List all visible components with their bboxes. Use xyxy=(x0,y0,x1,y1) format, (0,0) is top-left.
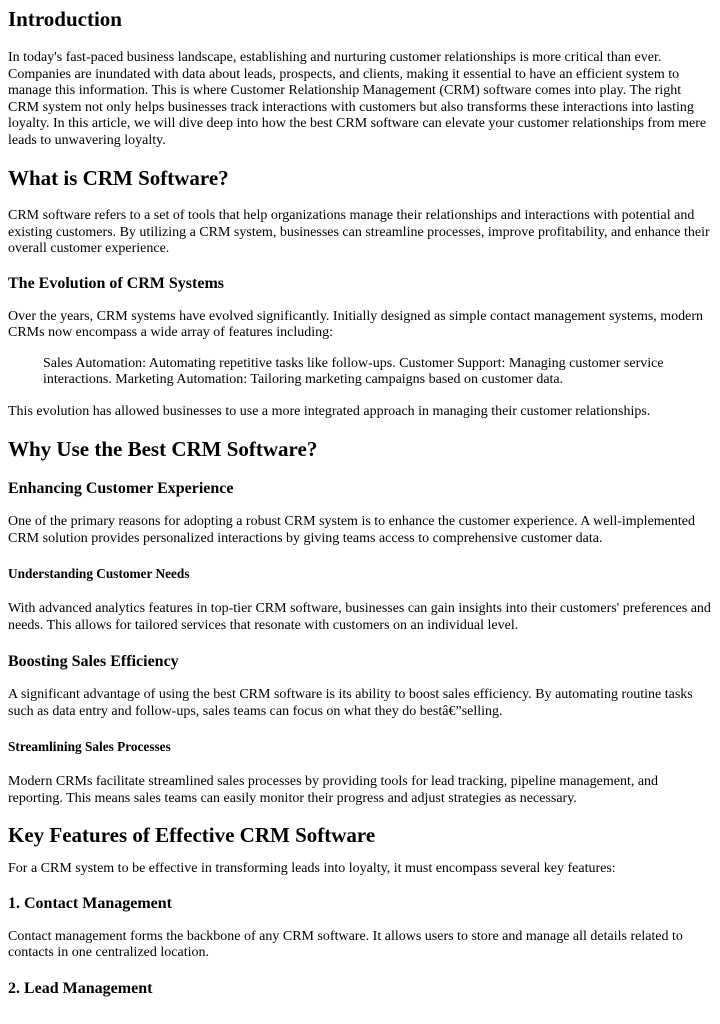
contact-paragraph: Contact management forms the backbone of any CRM software. It allows users to store and manage all details related to contacts in one centralized location. xyxy=(8,928,683,960)
needs-paragraph: With advanced analytics features in top-tier CRM software, businesses can gain insights into their customers' preferences and needs. This allows for tailored services that resonate with customers on an individual level. xyxy=(8,601,711,633)
evolution-paragraph: Over the years, CRM systems have evolved significantly. Initially designed as simple contact management systems, modern CRMs now encompass a wide array of features including: xyxy=(8,308,704,340)
enhancing-heading: Enhancing Customer Experience xyxy=(8,480,234,497)
what-paragraph: CRM software refers to a set of tools that help organizations manage their relationships and interactions with potential and existing customers. By utilizing a CRM system, businesses can streamline processes, improve profitability, and enhance their overall customer experience. xyxy=(8,208,710,256)
evolution-closing: This evolution has allowed businesses to use a more integrated approach in managing their customer relationships. xyxy=(8,403,651,419)
evolution-heading: The Evolution of CRM Systems xyxy=(8,274,225,292)
features-heading: Key Features of Effective CRM Software xyxy=(8,823,376,847)
boosting-paragraph: A significant advantage of using the best CRM software is its ability to boost sales efficiency. By automating routine tasks such as data entry and follow-ups, sales teams can focus on what they do bestâ€”selling. xyxy=(8,687,693,719)
boosting-heading: Boosting Sales Efficiency xyxy=(8,653,179,670)
lead-heading: 2. Lead Management xyxy=(8,979,153,997)
evolution-quote: Sales Automation: Automating repetitive tasks like follow-ups. Customer Support: Managing customer service interactions. Marketing Automation: Tailoring marketing campaigns based on customer data. xyxy=(43,355,664,387)
intro-paragraph: In today's fast-paced business landscape, establishing and nurturing customer relationships is more critical than ever. Companies are inundated with data about leads, prospects, and clients, making it essential to have an efficient system to manage this information. This is where Customer Relationship Management (CRM) software comes into play. The right CRM system not only helps businesses track interactions with customers but also transforms these interactions into lasting loyalty. In this article, we will dive deep into how the best CRM software can elevate your customer relationships from mere leads to unwavering loyalty. xyxy=(8,50,707,148)
features-paragraph: For a CRM system to be effective in transforming leads into loyalty, it must encompass several key features: xyxy=(8,861,616,876)
what-heading: What is CRM Software? xyxy=(8,166,229,190)
contact-heading: 1. Contact Management xyxy=(8,894,172,912)
why-heading: Why Use the Best CRM Software? xyxy=(8,437,318,461)
intro-heading: Introduction xyxy=(8,7,122,31)
enhancing-paragraph: One of the primary reasons for adopting a robust CRM system is to enhance the customer experience. A well-implemented CRM solution provides personalized interactions by giving teams access to comprehensive customer data. xyxy=(8,514,695,546)
streamlining-paragraph: Modern CRMs facilitate streamlined sales processes by providing tools for lead tracking, pipeline management, and reporting. This means sales teams can easily monitor their progress and adjust strategies as necessary. xyxy=(8,774,659,806)
article xyxy=(0,7,720,998)
needs-heading: Understanding Customer Needs xyxy=(8,566,190,581)
streamlining-heading: Streamlining Sales Processes xyxy=(8,739,171,754)
